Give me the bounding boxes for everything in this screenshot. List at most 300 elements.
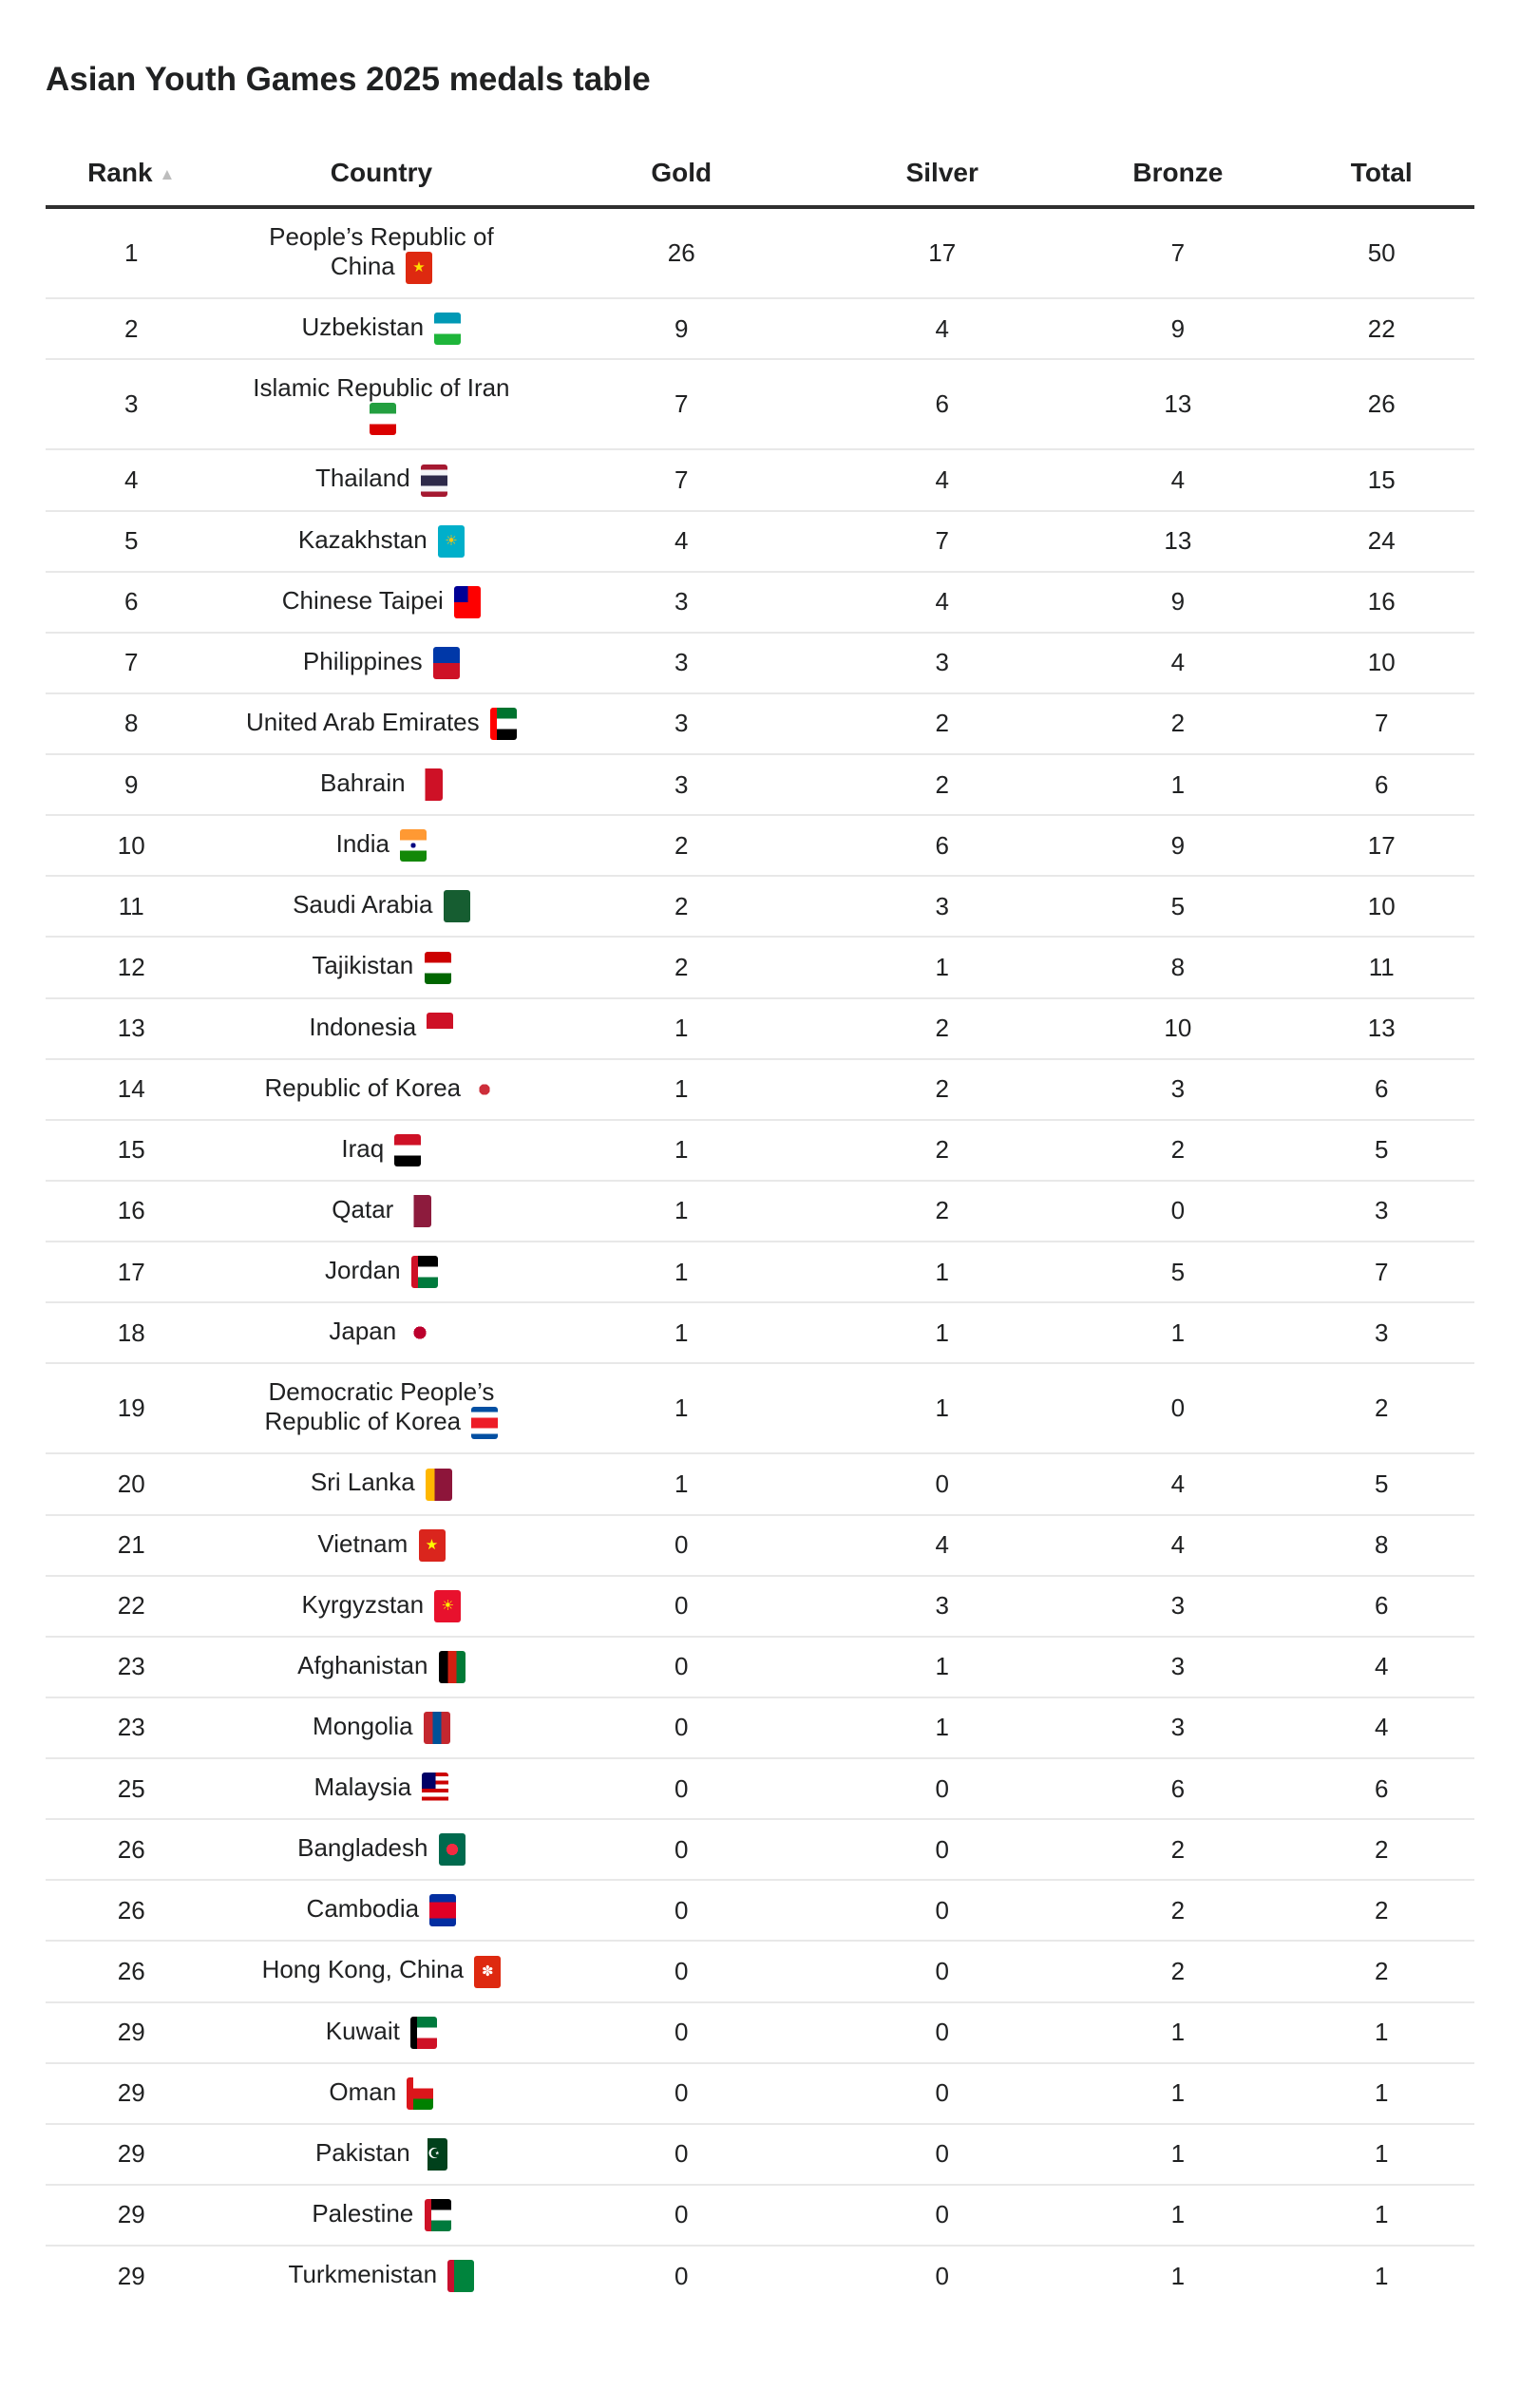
rank-cell: 15 [46,1120,217,1181]
gold-cell: 0 [545,1576,817,1637]
flag-icon-iraq [394,1134,421,1166]
country-name: Afghanistan [297,1650,428,1679]
silver-cell: 7 [817,511,1067,572]
country-name: Indonesia [309,1012,417,1041]
bronze-cell: 0 [1067,1363,1288,1453]
country-name: Oman [329,2076,397,2106]
country-label [315,2138,447,2171]
rank-cell: 7 [46,633,217,693]
country-name: Qatar [332,1194,394,1223]
column-header-total[interactable]: Total [1288,144,1474,207]
country-name: Mongolia [313,1711,413,1740]
country-name: Malaysia [314,1773,412,1801]
country-cell [217,2246,545,2305]
table-row [46,815,1474,876]
table-row [46,1302,1474,1363]
gold-cell: 0 [545,1941,817,2001]
country-cell [217,298,545,359]
country-label [309,1013,453,1045]
total-cell: 1 [1288,2185,1474,2246]
country-cell [217,207,545,298]
country-label [332,1195,430,1227]
country-label [238,373,523,435]
table-row [46,2246,1474,2305]
table-row [46,2002,1474,2063]
country-label [246,708,517,740]
country-label [311,1468,452,1500]
silver-cell: 2 [817,693,1067,754]
total-cell: 17 [1288,815,1474,876]
table-row [46,1363,1474,1453]
column-header-rank-label: Rank [87,158,153,187]
flag-icon-uae [490,708,517,740]
rank-cell: 11 [46,876,217,937]
total-cell: 6 [1288,1059,1474,1120]
country-name: Islamic Republic of Iran [253,373,510,403]
rank-cell: 29 [117,2261,145,2290]
silver-cell: 0 [935,2261,949,2290]
silver-cell: 4 [817,298,1067,359]
country-label [329,2077,433,2110]
country-name: Palestine [312,2198,414,2228]
country-label [341,1134,421,1166]
country-cell [217,511,545,572]
table-row [46,298,1474,359]
bronze-cell: 9 [1067,298,1288,359]
silver-cell: 0 [817,1941,1067,2001]
total-cell: 2 [1288,1819,1474,1880]
rank-cell: 4 [46,449,217,510]
total-cell: 5 [1288,1120,1474,1181]
medals-table-body [46,207,1474,2305]
rank-cell: 13 [46,998,217,1059]
country-cell [217,1697,545,1758]
total-cell: 6 [1288,1576,1474,1637]
country-name: People’s Republic of China [269,222,494,280]
gold-cell: 4 [545,511,817,572]
rank-cell: 29 [46,2002,217,2063]
table-header-row [46,144,1474,207]
rank-cell: 26 [46,1819,217,1880]
rank-cell: 10 [46,815,217,876]
country-label [297,1651,466,1683]
bronze-cell: 1 [1067,2185,1288,2246]
total-cell: 5 [1288,1453,1474,1514]
total-cell: 2 [1288,1880,1474,1941]
silver-cell: 1 [817,937,1067,997]
rank-cell: 2 [46,298,217,359]
bronze-cell: 7 [1067,207,1288,298]
rank-cell: 16 [46,1181,217,1242]
gold-cell: 1 [545,1453,817,1514]
bronze-cell: 4 [1067,1453,1288,1514]
column-header-country[interactable]: Country [217,144,545,207]
table-row [46,359,1474,449]
gold-cell: 0 [674,2261,689,2290]
country-name: Kuwait [325,2016,400,2045]
gold-cell: 0 [545,1697,817,1758]
gold-cell: 7 [545,449,817,510]
table-row [46,1181,1474,1242]
country-cell [217,1758,545,1819]
rank-cell: 25 [46,1758,217,1819]
country-cell [217,633,545,693]
silver-cell: 3 [817,876,1067,937]
flag-icon-uzbekistan [434,313,461,345]
column-header-rank[interactable] [46,144,217,207]
flag-icon-japan [407,1317,433,1349]
column-header-gold[interactable]: Gold [545,144,817,207]
country-name: Bahrain [319,768,406,797]
table-row [46,998,1474,1059]
bronze-cell: 1 [1067,754,1288,815]
flag-icon-indonesia [427,1013,453,1045]
country-cell [217,2185,545,2246]
country-cell [217,2124,545,2185]
table-row [46,1697,1474,1758]
country-label [325,1256,438,1288]
flag-icon-saudi-arabia [444,890,470,922]
country-label [298,525,465,558]
rank-cell: 3 [46,359,217,449]
silver-cell: 0 [817,2002,1067,2063]
silver-cell: 6 [817,359,1067,449]
total-cell: 4 [1288,1637,1474,1697]
table-row [46,449,1474,510]
gold-cell: 3 [545,754,817,815]
bronze-cell: 5 [1067,1242,1288,1302]
silver-cell: 17 [817,207,1067,298]
rank-cell: 22 [46,1576,217,1637]
table-row [46,1120,1474,1181]
gold-cell: 0 [545,1515,817,1576]
bronze-cell: 5 [1067,876,1288,937]
gold-cell: 1 [545,1120,817,1181]
rank-cell: 20 [46,1453,217,1514]
rank-cell: 29 [46,2124,217,2185]
country-cell [217,1819,545,1880]
country-label [320,768,443,801]
bronze-cell: 2 [1067,693,1288,754]
country-label [302,1590,462,1622]
country-label [238,1377,523,1439]
bronze-cell: 9 [1067,815,1288,876]
table-row [46,2124,1474,2185]
bronze-cell: 1 [1170,2261,1186,2290]
total-cell: 50 [1288,207,1474,298]
gold-cell: 2 [545,815,817,876]
bronze-cell: 13 [1067,359,1288,449]
gold-cell: 3 [545,693,817,754]
country-label [297,1833,466,1866]
country-label [289,2260,475,2292]
rank-cell: 12 [46,937,217,997]
bronze-cell: 3 [1067,1697,1288,1758]
gold-cell: 1 [545,1302,817,1363]
table-row [46,511,1474,572]
silver-cell: 1 [817,1363,1067,1453]
rank-cell: 6 [46,572,217,633]
country-label [336,829,428,862]
country-name: Hong Kong, China [261,1955,465,1984]
country-name: Jordan [325,1256,401,1284]
country-label [312,951,450,983]
table-row [46,1576,1474,1637]
total-cell: 16 [1288,572,1474,633]
table-row [46,1941,1474,2001]
country-cell [217,1880,545,1941]
country-label [264,1073,498,1106]
silver-cell: 4 [817,572,1067,633]
table-row [46,2063,1474,2124]
column-header-bronze[interactable]: Bronze [1067,144,1288,207]
total-cell: 7 [1288,1242,1474,1302]
country-cell [217,2002,545,2063]
country-name: Pakistan [314,2137,410,2167]
table-row [46,693,1474,754]
total-cell: 6 [1288,754,1474,815]
silver-cell: 2 [817,1120,1067,1181]
country-cell [217,754,545,815]
silver-cell: 0 [817,1880,1067,1941]
total-cell: 6 [1288,1758,1474,1819]
total-cell: 24 [1288,511,1474,572]
country-cell [217,998,545,1059]
rank-cell: 23 [46,1637,217,1697]
country-name: Kyrgyzstan [301,1589,425,1619]
total-cell: 11 [1288,937,1474,997]
bronze-cell: 4 [1067,1515,1288,1576]
country-label [238,222,523,284]
bronze-cell: 4 [1067,449,1288,510]
bronze-cell: 3 [1067,1576,1288,1637]
total-cell: 1 [1288,2124,1474,2185]
bronze-cell: 2 [1067,1819,1288,1880]
country-name: Thailand [314,464,410,493]
flag-icon-bangladesh [439,1833,466,1866]
table-row [46,1880,1474,1941]
silver-cell: 1 [817,1637,1067,1697]
bronze-cell: 3 [1067,1637,1288,1697]
flag-icon-pakistan: ☪ [421,2138,447,2171]
gold-cell: 2 [545,937,817,997]
flag-icon-bahrain [416,768,443,801]
country-cell [217,1302,545,1363]
gold-cell: 0 [545,1880,817,1941]
country-cell [217,449,545,510]
country-label [282,586,481,618]
silver-cell: 3 [817,633,1067,693]
country-cell [217,1637,545,1697]
flag-icon-malaysia [422,1773,448,1805]
total-cell: 4 [1288,1697,1474,1758]
country-label [317,1529,445,1562]
silver-cell: 4 [817,1515,1067,1576]
gold-cell: 1 [545,1181,817,1242]
country-cell [217,693,545,754]
country-cell [217,815,545,876]
flag-icon-sri-lanka [426,1469,452,1501]
page-title: Asian Youth Games 2025 medals table [46,61,651,98]
rank-cell: 8 [46,693,217,754]
total-cell: 8 [1288,1515,1474,1576]
bronze-cell: 1 [1067,1302,1288,1363]
rank-cell: 26 [46,1880,217,1941]
country-name: India [335,829,390,859]
bronze-cell: 2 [1067,1880,1288,1941]
country-label [329,1317,433,1349]
gold-cell: 0 [545,2185,817,2246]
flag-icon-palestine [425,2199,451,2231]
medals-table [46,144,1474,2305]
silver-cell: 2 [817,754,1067,815]
gold-cell: 0 [545,1819,817,1880]
bronze-cell: 1 [1067,2124,1288,2185]
flag-icon-kazakhstan: ☀ [438,525,465,558]
gold-cell: 0 [545,1758,817,1819]
country-label [314,1773,449,1805]
silver-cell: 1 [817,1242,1067,1302]
bronze-cell: 10 [1067,998,1288,1059]
flag-icon-oman [407,2077,433,2110]
flag-icon-turkmenistan [447,2260,474,2292]
country-label [293,890,470,922]
table-row [46,1637,1474,1697]
total-cell: 10 [1288,876,1474,937]
country-name: Philippines [302,646,423,675]
table-row [46,1819,1474,1880]
gold-cell: 3 [545,572,817,633]
table-row [46,2185,1474,2246]
flag-icon-mongolia [424,1712,450,1744]
silver-cell: 0 [817,2185,1067,2246]
total-cell: 2 [1288,1363,1474,1453]
table-row [46,207,1474,298]
bronze-cell: 6 [1067,1758,1288,1819]
total-cell: 1 [1374,2261,1389,2290]
country-label [312,2199,450,2231]
country-label [262,1955,502,1987]
gold-cell: 1 [545,1242,817,1302]
total-cell: 22 [1288,298,1474,359]
country-cell [217,1181,545,1242]
country-cell [217,1515,545,1576]
table-row [46,937,1474,997]
table-row [46,572,1474,633]
flag-icon-republic-of-korea [471,1073,498,1106]
rank-cell: 29 [46,2185,217,2246]
country-name: United Arab Emirates [245,707,480,736]
flag-icon-dpr-korea [471,1407,498,1439]
bronze-cell: 2 [1067,1941,1288,2001]
gold-cell: 0 [545,2002,817,2063]
country-cell [217,876,545,937]
country-name: Turkmenistan [288,2260,438,2288]
silver-cell: 1 [817,1697,1067,1758]
silver-cell: 0 [817,1453,1067,1514]
flag-icon-afghanistan [439,1651,466,1683]
bronze-cell: 4 [1067,633,1288,693]
country-name: Democratic People’s Republic of Korea [264,1377,495,1436]
total-cell: 10 [1288,633,1474,693]
gold-cell: 26 [545,207,817,298]
gold-cell: 2 [545,876,817,937]
page [46,59,1474,2305]
column-header-silver[interactable]: Silver [817,144,1067,207]
total-cell: 3 [1288,1181,1474,1242]
silver-cell: 0 [817,2063,1067,2124]
gold-cell: 1 [545,998,817,1059]
flag-icon-iran [370,403,396,435]
country-label [313,1712,450,1744]
country-name: Chinese Taipei [281,585,444,615]
rank-cell: 21 [46,1515,217,1576]
silver-cell: 0 [817,1758,1067,1819]
table-row [46,1242,1474,1302]
country-name: Saudi Arabia [293,890,433,920]
rank-cell: 1 [46,207,217,298]
rank-cell: 29 [46,2063,217,2124]
flag-icon-philippines [433,647,460,679]
country-cell [217,1941,545,2001]
total-cell: 15 [1288,449,1474,510]
flag-icon-jordan [411,1256,438,1288]
gold-cell: 3 [545,633,817,693]
country-label [307,1894,457,1926]
country-label [301,313,461,345]
flag-icon-india [400,829,427,862]
country-cell [217,1059,545,1120]
gold-cell: 1 [545,1059,817,1120]
table-row [46,1059,1474,1120]
rank-cell: 14 [46,1059,217,1120]
country-name: Uzbekistan [301,313,425,342]
country-name: Japan [329,1317,397,1346]
country-cell [217,1242,545,1302]
bronze-cell: 9 [1067,572,1288,633]
total-cell: 26 [1288,359,1474,449]
silver-cell: 0 [817,1819,1067,1880]
total-cell: 2 [1288,1941,1474,2001]
flag-icon-cambodia [429,1894,456,1926]
table-row [46,633,1474,693]
table-row [46,1758,1474,1819]
table-row [46,754,1474,815]
total-cell: 1 [1288,2002,1474,2063]
gold-cell: 0 [545,2063,817,2124]
country-name: Iraq [341,1133,385,1163]
flag-icon-kyrgyzstan: ☀ [434,1590,461,1622]
rank-cell: 19 [46,1363,217,1453]
total-cell: 1 [1288,2063,1474,2124]
silver-cell: 3 [817,1576,1067,1637]
gold-cell: 1 [545,1363,817,1453]
country-cell [217,937,545,997]
rank-cell: 5 [46,511,217,572]
rank-cell: 23 [46,1697,217,1758]
sort-ascending-icon: ▲ [159,165,176,183]
bronze-cell: 8 [1067,937,1288,997]
country-cell [217,359,545,449]
rank-cell: 18 [46,1302,217,1363]
silver-cell: 0 [817,2124,1067,2185]
silver-cell: 4 [817,449,1067,510]
country-cell [217,1363,545,1453]
country-name: Vietnam [317,1528,408,1558]
silver-cell: 2 [817,1181,1067,1242]
bronze-cell: 2 [1067,1120,1288,1181]
flag-icon-chinese-taipei [454,586,481,618]
